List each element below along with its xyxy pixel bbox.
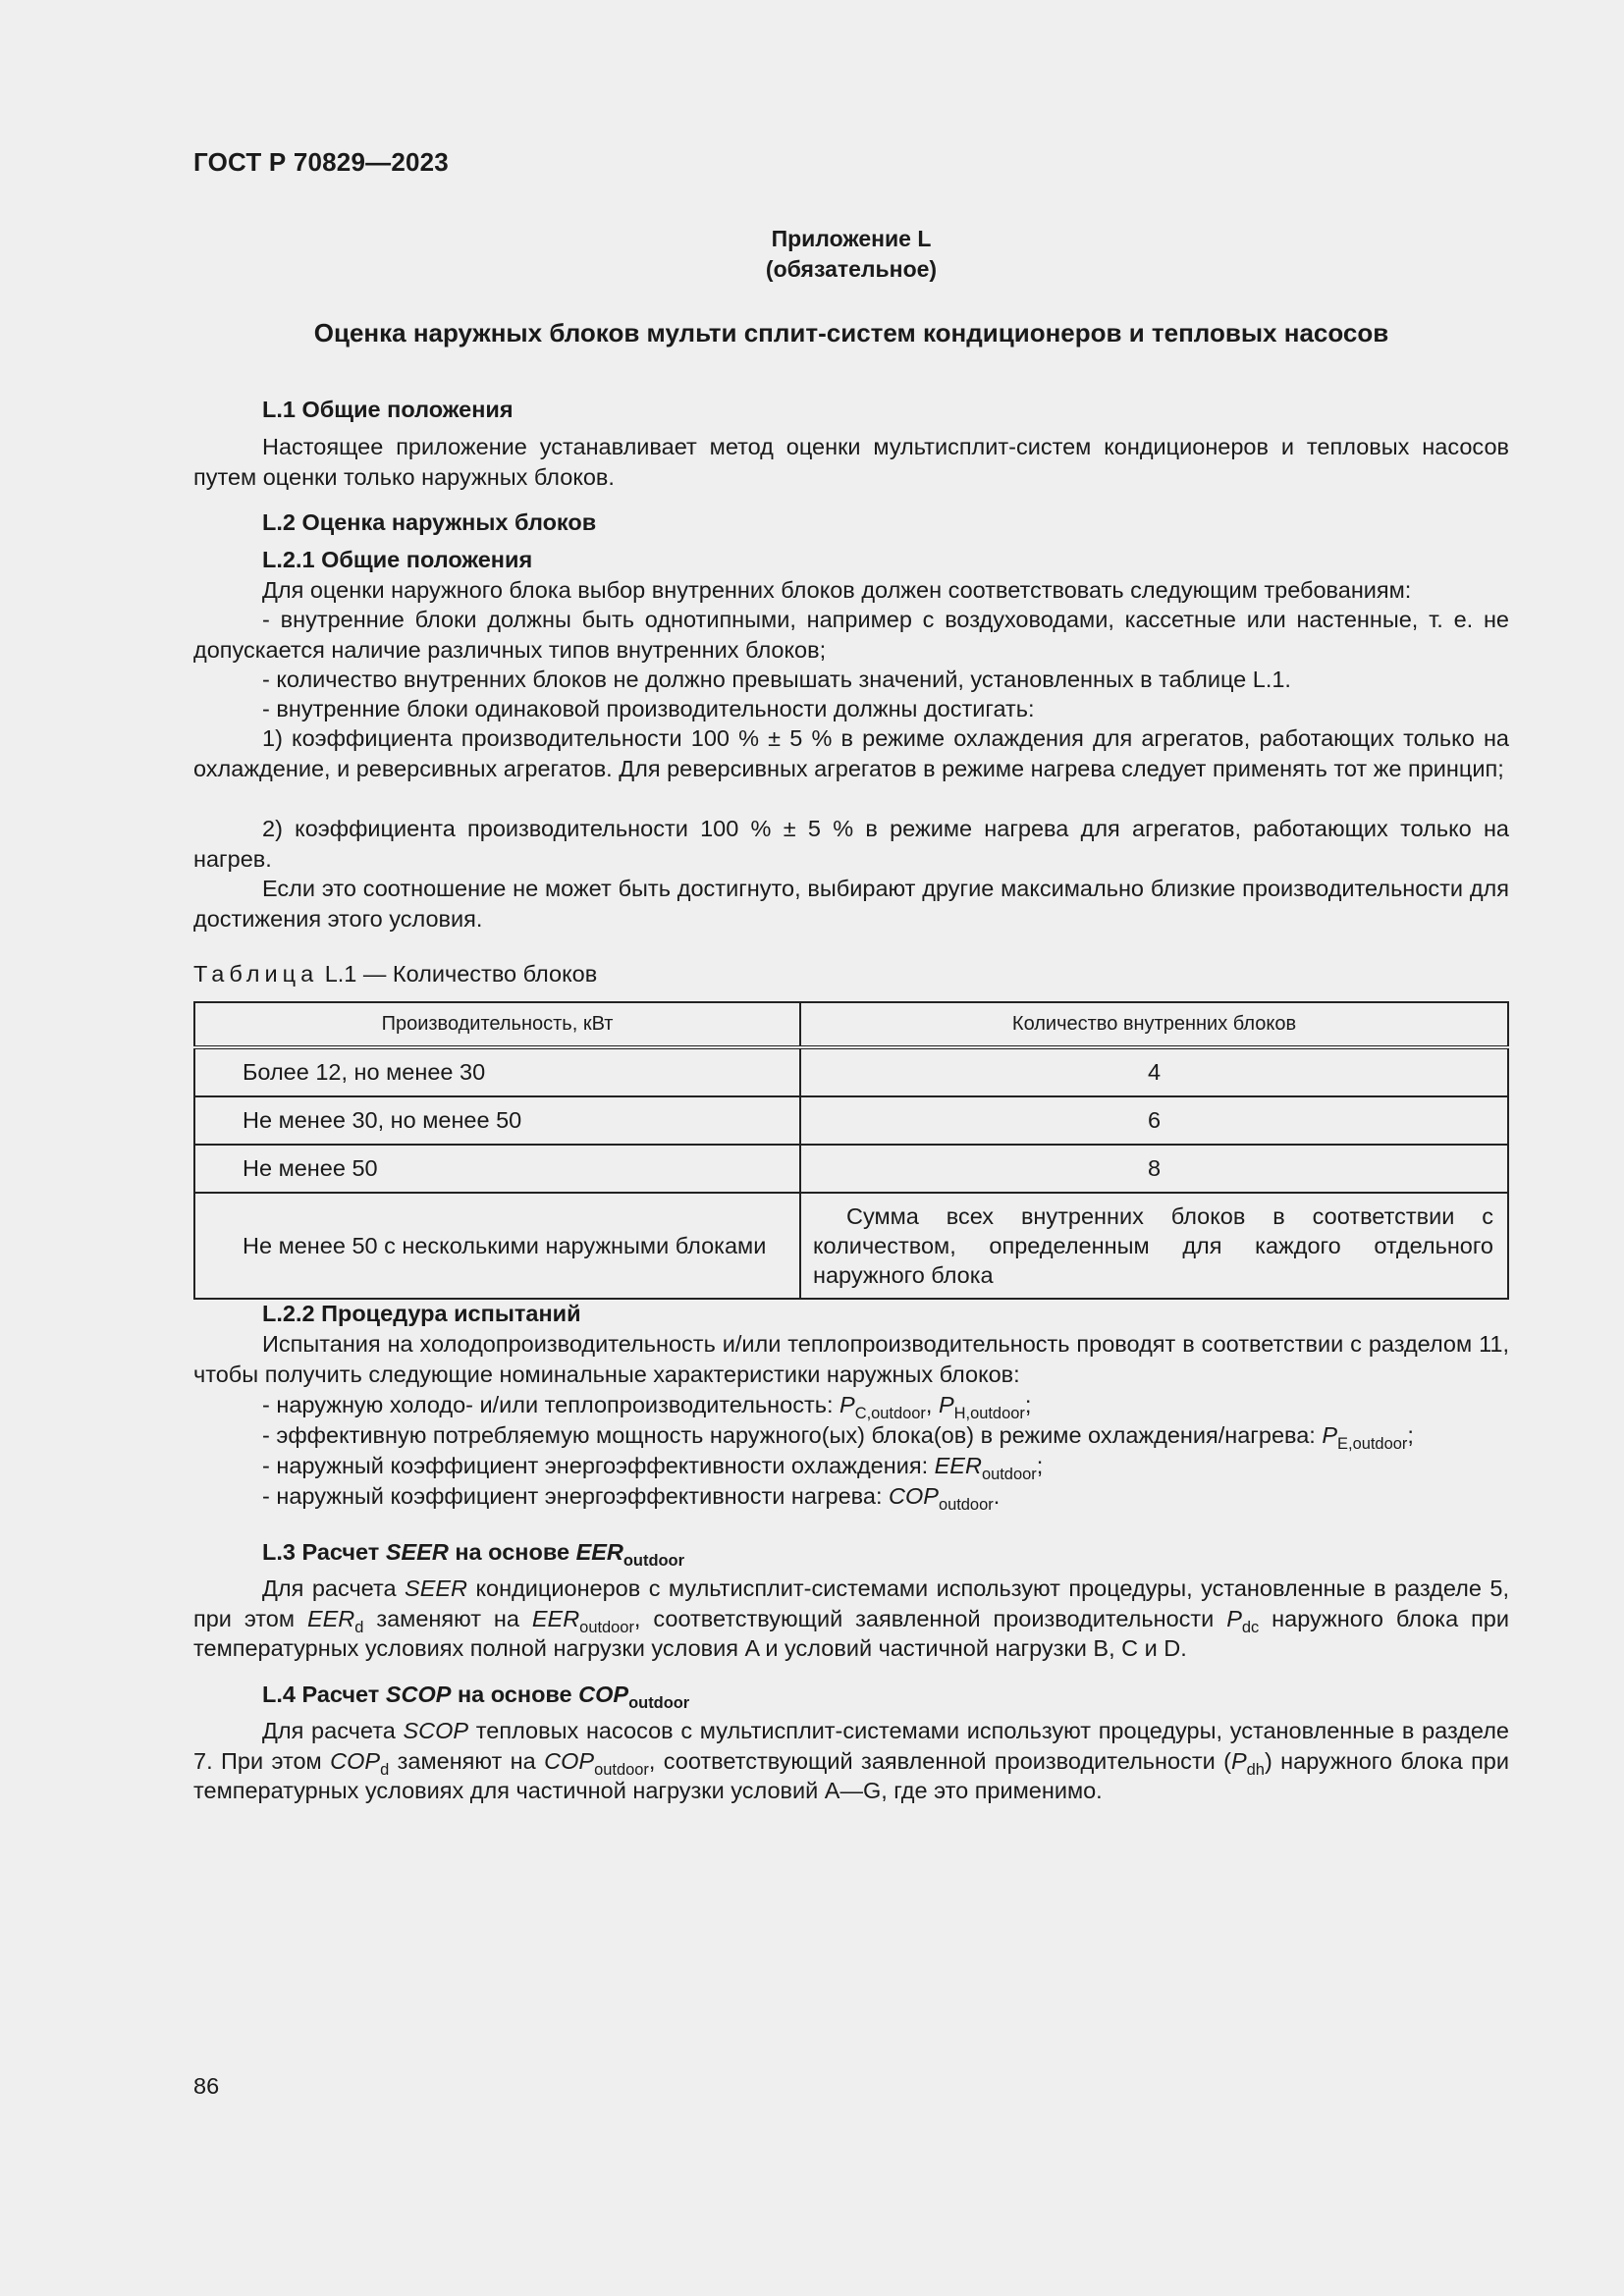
list-item-bullet-3: - внутренние блоки одинаковой производительности должны достигать: (262, 696, 1035, 721)
table-header-capacity: Производительность, кВт (194, 1002, 800, 1047)
section-heading-l22: L.2.2 Процедура испытаний (262, 1301, 581, 1326)
list-item-cop: - наружный коэффициент энергоэффективности нагрева: $COP_{outdoor}$. (262, 1483, 1001, 1514)
table-caption (193, 961, 597, 988)
annex-label: Приложение L (771, 226, 932, 251)
units-table (193, 1001, 1509, 1300)
table-cell-count: 8 (800, 1145, 1508, 1193)
paragraph-l1: Настоящее приложение устанавливает метод оценки мультисплит-систем кондиционеров и тепловых насосов путем оценки только наружных блоков. (193, 434, 1509, 490)
table-caption-text: L.1 — Количество блоков (324, 961, 598, 987)
table-cell-range: Более 12, но менее 30 (194, 1047, 800, 1096)
annex-status: (обязательное) (765, 256, 938, 282)
list-item-capacity: - наружную холодо- и/или теплопроизводительность: $P_{C,outdoor}$, $P_{H,outdoor}$; (262, 1392, 1032, 1422)
section-heading-l1: L.1 Общие положения (262, 397, 514, 422)
section-heading-l2: L.2 Оценка наружных блоков (262, 509, 597, 535)
table-cell-count: 6 (800, 1096, 1508, 1145)
page-number: 86 (193, 2073, 220, 2099)
list-item-bullet-1: - внутренние блоки должны быть однотипными, например с воздуховодами, кассетные или настенные, т. е. не допускается наличие различных типов внутренних блоков; (193, 607, 1509, 663)
list-item-bullet-2: - количество внутренних блоков не должно превышать значений, установленных в таблице L.1. (262, 667, 1291, 692)
table-cell-count: 4 (800, 1047, 1508, 1096)
paragraph-l22-intro: Испытания на холодопроизводительность и/или теплопроизводительность проводят в соответствии с разделом 11, чтобы получить следующие номинальные характеристики наружных блоков: (193, 1331, 1509, 1387)
section-heading-l4: L.4 Расчет SCOP на основе $COP_{outdoor}$ (262, 1682, 690, 1712)
table-caption-word: Таблица (193, 961, 319, 987)
table-cell-range: Не менее 30, но менее 50 (194, 1096, 800, 1145)
list-item-eer: - наружный коэффициент энергоэффективности охлаждения: $EER_{outdoor}$; (262, 1453, 1044, 1483)
section-heading-l21: L.2.1 Общие положения (262, 547, 533, 572)
table-row (194, 1096, 1508, 1145)
list-item-numbered-2: 2) коэффициента производительности 100 % ± 5 % в режиме нагрева для агрегатов, работающих только на нагрев. (193, 816, 1509, 872)
paragraph-l21-closing: Если это соотношение не может быть достигнуто, выбирают другие максимально близкие производительности для достижения этого условия. (193, 876, 1509, 932)
table-cell-count: Сумма всех внутренних блоков в соответствии с количеством, определенным для каждого отдельного наружного блока (800, 1193, 1508, 1299)
table-header-count: Количество внутренних блоков (800, 1002, 1508, 1047)
paragraph-l21-intro: Для оценки наружного блока выбор внутренних блоков должен соответствовать следующим требованиям: (262, 577, 1412, 603)
table-row (194, 1193, 1508, 1299)
table-header-row (194, 1002, 1508, 1047)
standard-header: ГОСТ Р 70829—2023 (193, 147, 449, 177)
section-heading-l3: L.3 Расчет SEER на основе $EER_{outdoor}$ (262, 1539, 684, 1570)
paragraph-l4: Для расчета SCOP тепловых насосов с мультисплит-системами используют процедуры, установленные в разделе 7. При этом $COP_d$ заменяют на $COP_{outdoor}$, соответствующий заявленной производительности $(P_{dh})$ наружного блока при температурных условиях для частичной нагрузки условий A—G, где это применимо. (193, 1718, 1510, 1803)
list-item-power: - эффективную потребляемую мощность наружного(ых) блока(ов) в режиме охлаждения/нагрева: $P_{E,outdoor}$; (262, 1422, 1414, 1453)
list-item-numbered-1: 1) коэффициента производительности 100 % ± 5 % в режиме охлаждения для агрегатов, работающих только на охлаждение, и реверсивных агрегатов. Для реверсивных агрегатов в режиме нагрева следует применять тот же принцип; (193, 725, 1509, 781)
paragraph-l3: Для расчета SEER кондиционеров с мультисплит-системами используют процедуры, установленные в разделе 5, при этом $EER_d$ заменяют на $EER_{outdoor}$, соответствующий заявленной производительности $P_{dc}$ наружного блока при температурных условиях полной нагрузки условия A и условий частичной нагрузки B, C и D. (193, 1575, 1509, 1661)
table-cell-range: Не менее 50 (194, 1145, 800, 1193)
table-row (194, 1145, 1508, 1193)
table-cell-range: Не менее 50 с несколькими наружными блоками (194, 1193, 800, 1299)
table-row (194, 1047, 1508, 1096)
annex-title: Оценка наружных блоков мульти сплит-систем кондиционеров и тепловых насосов (313, 318, 1389, 347)
